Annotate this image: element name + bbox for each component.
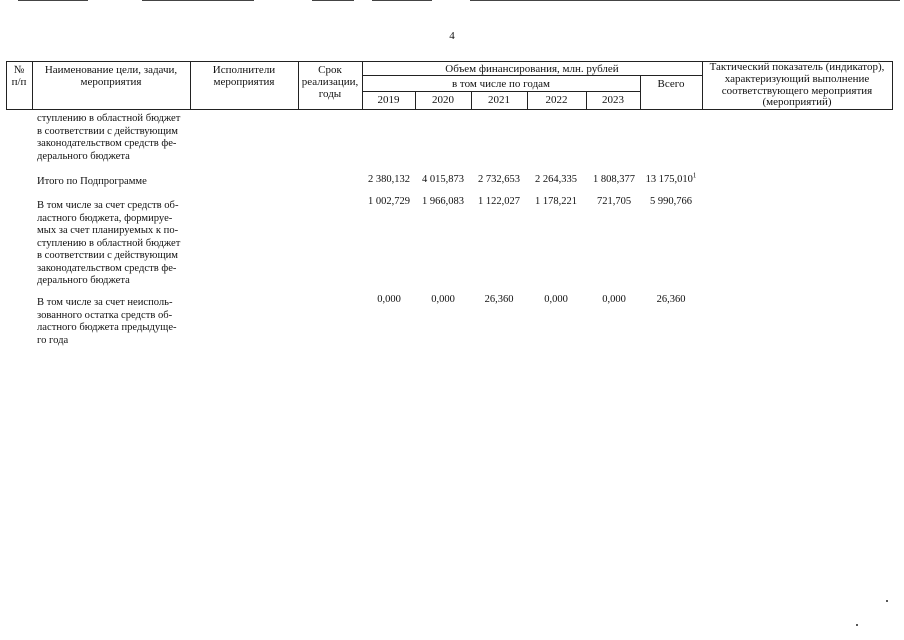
regional-2021: 1 122,027 [478, 196, 520, 207]
header-financing: Объем финансирования, млн. рублей [445, 63, 619, 75]
label-line: мых за счет планируемых к по- [37, 225, 179, 236]
header-year-2021: 2021 [488, 94, 510, 106]
regional-2022: 1 178,221 [535, 196, 577, 207]
page-number: 4 [449, 30, 455, 42]
header-name: Наименование цели, задачи, мероприятия [44, 64, 178, 88]
total-all-value: 13 175,010 [645, 174, 693, 185]
header-year-2020: 2020 [432, 94, 454, 106]
label-line: ластного бюджета предыдуще- [37, 322, 177, 333]
label-line: В том числе за счет средств об- [37, 200, 179, 211]
label-line: го года [37, 334, 69, 346]
row-total-label: Итого по Подпрограмме [37, 176, 147, 187]
label-line: ластного бюджета, формируе- [37, 212, 173, 224]
balance-2022: 0,000 [544, 294, 568, 305]
header-by-years: в том числе по годам [451, 78, 551, 90]
balance-2019: 0,000 [377, 294, 401, 305]
scan-speck [856, 624, 858, 626]
scan-speck [886, 600, 888, 602]
label-line: законодательством средств фе- [37, 138, 177, 149]
footnote-mark: 1 [692, 171, 697, 180]
label-line: В том числе за счет неисполь- [37, 297, 173, 308]
total-2022: 2 264,335 [535, 174, 577, 185]
header-year-2022: 2022 [545, 94, 568, 106]
header-year-2023: 2023 [602, 94, 624, 106]
header-indicator: Тактический показатель (индикатор), характеризующий выполнение соответствующего мероприятия (мероприятий) [709, 61, 885, 109]
label-line: в соответствии с действующим [37, 250, 178, 261]
top-cut-lines [0, 0, 904, 4]
header-no: № п/п [11, 64, 27, 88]
balance-2023: 0,000 [602, 294, 626, 305]
row-regional-label [37, 200, 187, 288]
total-2019: 2 380,132 [368, 174, 410, 185]
header-total: Всего [657, 78, 685, 90]
label-line: законодательством средств фе- [37, 262, 177, 274]
label-line: ступлению в областной бюджет [37, 113, 181, 124]
regional-2020: 1 966,083 [422, 196, 464, 207]
header-year-2019: 2019 [377, 94, 400, 106]
label-line: в соответствии с действующим [37, 125, 178, 137]
regional-2019: 1 002,729 [368, 196, 410, 207]
regional-2023: 721,705 [596, 196, 632, 207]
header-term: Срок реализации, годы [301, 64, 359, 100]
header-executors: Исполнители мероприятия [212, 64, 276, 88]
total-all [640, 171, 702, 186]
total-2023: 1 808,377 [593, 174, 635, 185]
total-2020: 4 015,873 [422, 174, 464, 185]
label-line: ступлению в областной бюджет [37, 237, 181, 249]
row-continuation-label [37, 113, 187, 163]
regional-total: 5 990,766 [650, 196, 692, 207]
balance-total: 26,360 [656, 294, 686, 305]
total-2021: 2 732,653 [478, 174, 520, 185]
balance-2021: 26,360 [484, 294, 514, 305]
label-line: дерального бюджета [37, 275, 130, 286]
label-line: дерального бюджета [37, 150, 130, 162]
label-line: зованного остатка средств об- [37, 309, 173, 321]
balance-2020: 0,000 [431, 294, 455, 305]
row-balance-label [37, 297, 187, 347]
